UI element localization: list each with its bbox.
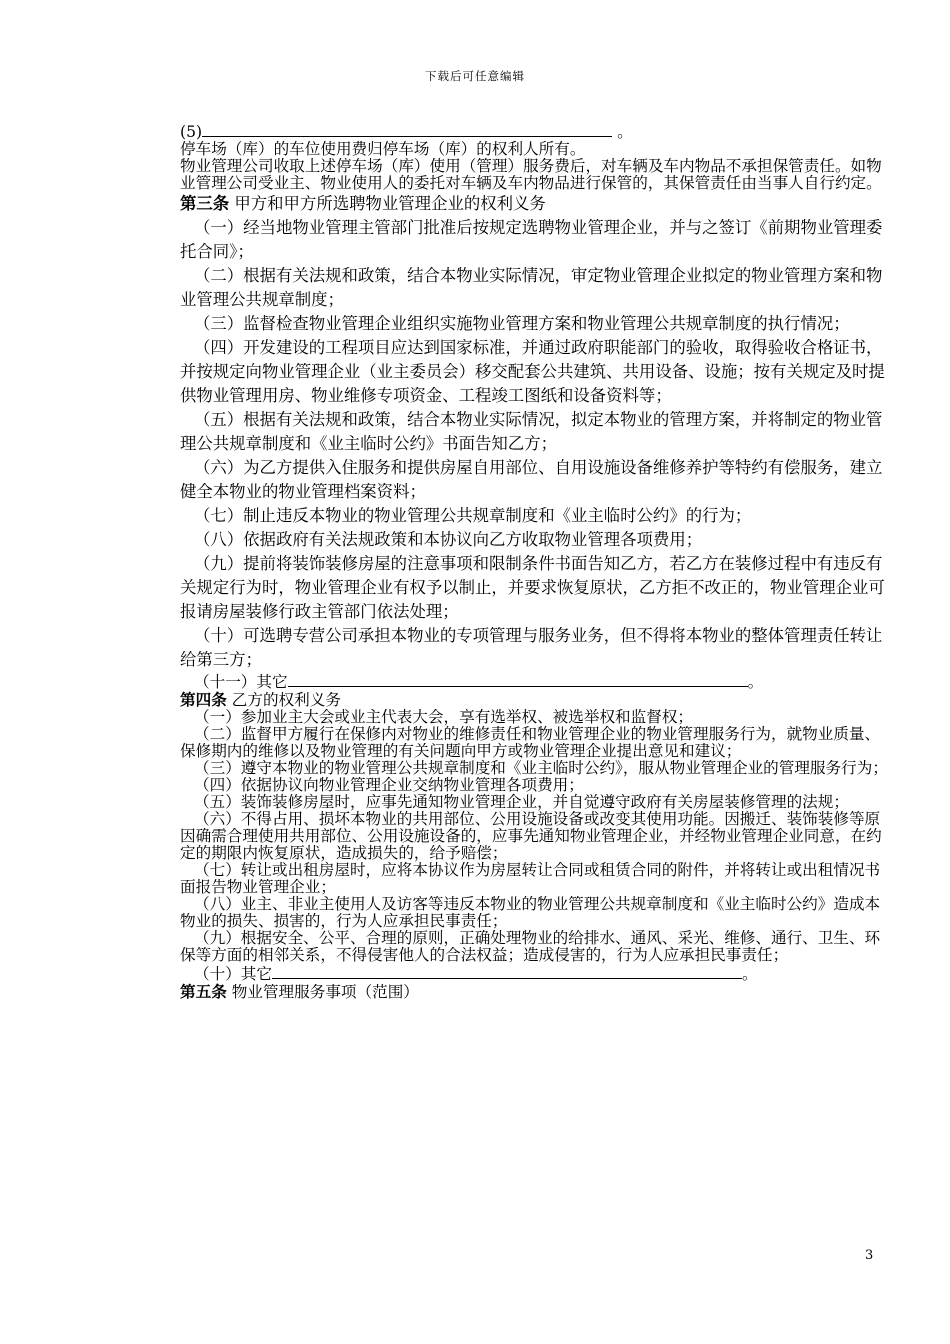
article4-other-end: 。 (741, 965, 758, 983)
article3-title: 甲方和甲方所选聘物业管理企业的权利义务 (229, 194, 546, 213)
article3-other-line (180, 672, 892, 691)
article4-item-7: （七）转让或出租房屋时，应将本协议作为房屋转让合同或租赁合同的附件，并将转让或出租情况书面报告物业管理企业； (180, 861, 881, 896)
article3-item-3: （三）监督检查物业管理企业组织实施物业管理方案和物业管理公共规章制度的执行情况； (194, 314, 850, 333)
article4-title: 乙方的权利义务 (226, 691, 341, 709)
article4-label: 第四条 (180, 690, 227, 709)
article3-other-end: 。 (747, 673, 764, 691)
article3-item-1: （一）经当地物业管理主管部门批准后按规定选聘物业管理企业，并与之签订《前期物业管理委托合同》； (180, 218, 883, 261)
item5-end: 。 (617, 123, 633, 141)
article4-item-9: （九）根据安全、公平、合理的原则，正确处理物业的给排水、通风、采光、维修、通行、卫生、环保等方面的相邻关系，不得侵害他人的合法权益；造成侵害的，行为人应承担民事责任； (180, 929, 881, 964)
article3-item-4: （四）开发建设的工程项目应达到国家标准，并通过政府职能部门的验收，取得验收合格证书，并按规定向物业管理企业（业主委员会）移交配套公共建筑、共用设备、设施；按有关规定及时提供物业管理用房、物业维修专项资金、工程竣工图纸和设备资料等； (180, 338, 885, 405)
article3-item-6: （六）为乙方提供入住服务和提供房屋自用部位、自用设施设备维修养护等特约有偿服务，建立健全本物业的物业管理档案资料； (180, 458, 883, 501)
article3-other-label: （十一）其它 (194, 673, 288, 691)
article3-other-blank (288, 672, 748, 687)
article3-item-5: （五）根据有关法规和政策，结合本物业实际情况，拟定本物业的管理方案，并将制定的物业管理公共规章制度和《业主临时公约》书面告知乙方； (180, 410, 883, 453)
article4-other-line (180, 964, 892, 983)
responsibility-paragraph: 物业管理公司收取上述停车场（库）使用（管理）服务费后，对车辆及车内物品不承担保管责任。如物业管理公司受业主、物业使用人的委托对车辆及车内物品进行保管的，其保管责任由当事人自行约定。 (180, 157, 882, 192)
article5-title: 物业管理服务事项（范围） (226, 983, 419, 1001)
page-number: 3 (865, 1248, 874, 1263)
article3-item-9: （九）提前将装饰装修房屋的注意事项和限制条件书面告知乙方，若乙方在装修过程中有违反有关规定行为时，物业管理企业有权予以制止，并要求恢复原状，乙方拒不改正的，物业管理企业可报请房屋装修行政主管部门依法处理； (180, 554, 885, 621)
article3-item-10: （十）可选聘专营公司承担本物业的专项管理与服务业务，但不得将本物业的整体管理责任转让给第三方； (180, 626, 883, 669)
article3-item-7: （七）制止违反本物业的物业管理公共规章制度和《业主临时公约》的行为； (194, 506, 752, 525)
article4-item-8: （八）业主、非业主使用人及访客等违反本物业的物业管理公共规章制度和《业主临时公约》造成本物业的损失、损害的，行为人应承担民事责任； (180, 895, 881, 930)
article4-item-4: （四）依据协议向物业管理企业交纳物业管理各项费用； (194, 776, 584, 794)
article4-other-label: （十）其它 (194, 965, 272, 983)
item5-line (180, 122, 892, 141)
document-body (180, 122, 892, 1001)
article4-item-6: （六）不得占用、损坏本物业的共用部位、公用设施设备或改变其使用功能。因搬迁、装饰装修等原因确需合理使用共用部位、公用设施设备的，应事先通知物业管理企业，并经物业管理企业同意，在约定的期限内恢复原状，造成损失的，给予赔偿； (180, 810, 882, 862)
article3-item-8: （八）依据政府有关法规政策和本协议向乙方收取物业管理各项费用； (194, 530, 703, 549)
article4-heading (180, 691, 892, 709)
article3-item-2: （二）根据有关法规和政策，结合本物业实际情况，审定物业管理企业拟定的物业管理方案和物业管理公共规章制度； (180, 266, 883, 309)
article4-other-blank (272, 964, 742, 979)
article4-item-2: （二）监督甲方履行在保修内对物业的维修责任和物业管理企业的物业管理服务行为，就物业质量、保修期内的维修以及物业管理的有关问题向甲方或物业管理企业提出意见和建议； (180, 725, 881, 760)
article5-heading (180, 983, 892, 1001)
article5-label: 第五条 (180, 982, 227, 1001)
item5-blank (202, 122, 612, 137)
article3-label: 第三条 (180, 194, 230, 213)
page-header: 下载后可任意编辑 (425, 69, 525, 83)
article4-item-1: （一）参加业主大会或业主代表大会，享有选举权、被选举权和监督权； (194, 708, 694, 726)
parking-fee-paragraph: 停车场（库）的车位使用费归停车场（库）的权利人所有。 (180, 140, 586, 158)
article4-item-5: （五）装饰装修房屋时，应事先通知物业管理企业，并自觉遵守政府有关房屋装修管理的法规； (194, 793, 849, 811)
item5-label: (5) (180, 123, 203, 141)
article3-heading (180, 192, 892, 216)
article4-item-3: （三）遵守本物业的物业管理公共规章制度和《业主临时公约》，服从物业管理企业的管理服务行为； (194, 759, 888, 777)
